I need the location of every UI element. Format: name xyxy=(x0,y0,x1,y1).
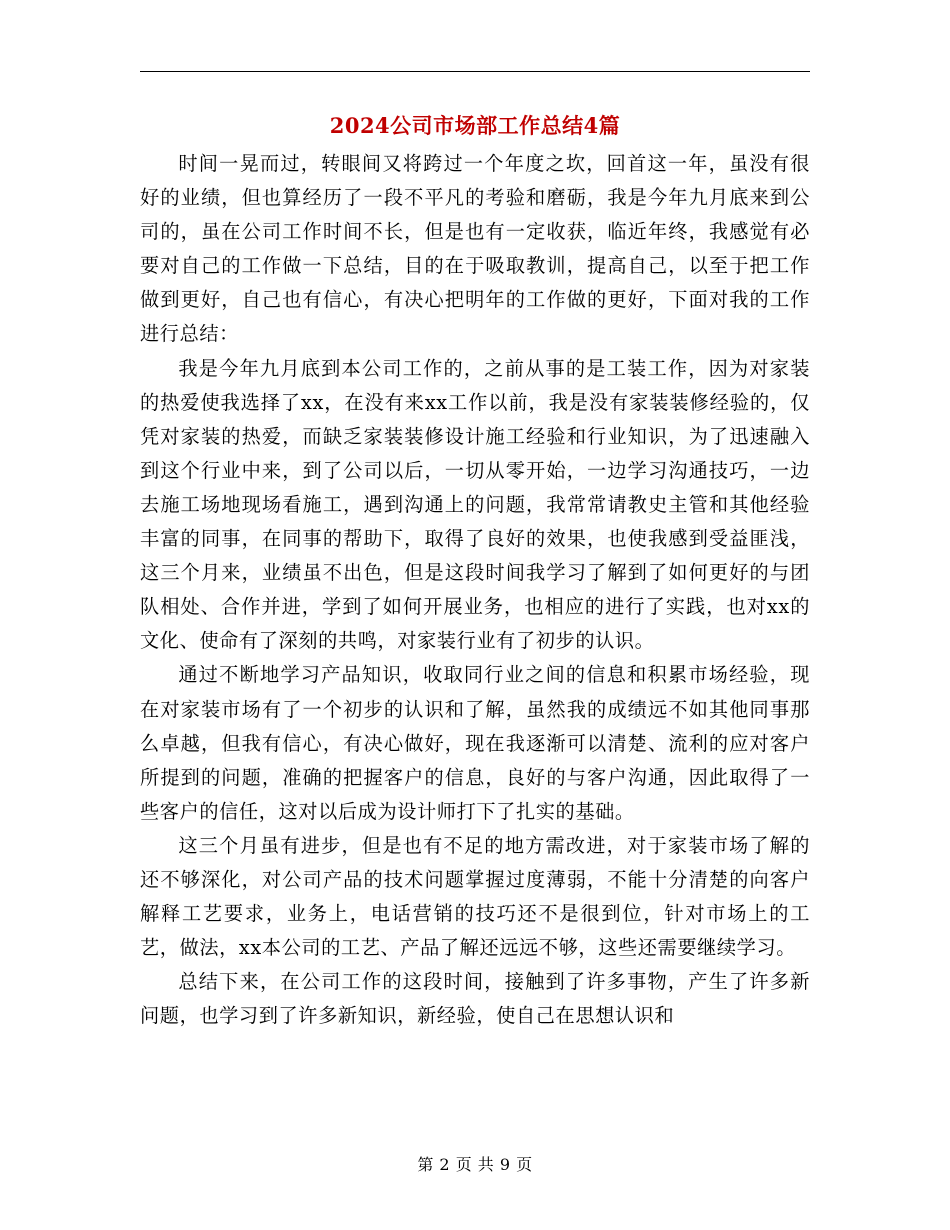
document-body xyxy=(140,147,810,1033)
paragraph: 总结下来，在公司工作的这段时间，接触到了许多事物，产生了许多新问题，也学习到了许多新知识，新经验，使自己在思想认识和 xyxy=(140,970,810,1028)
document-title: 2024公司市场部工作总结4篇 xyxy=(329,113,621,138)
paragraph: 时间一晃而过，转眼间又将跨过一个年度之坎，回首这一年，虽没有很好的业绩，但也算经历了一段不平凡的考验和磨砺，我是今年九月底来到公司的，虽在公司工作时间不长，但是也有一定收获，临近年终，我感觉有必要对自己的工作做一下总结，目的在于吸取教训，提高自己，以至于把工作做到更好，自己也有信心，有决心把明年的工作做的更好，下面对我的工作进行总结： xyxy=(140,152,810,346)
header-rule xyxy=(140,71,810,72)
paragraph: 通过不断地学习产品知识，收取同行业之间的信息和积累市场经验，现在对家装市场有了一个初步的认识和了解，虽然我的成绩远不如其他同事那么卓越，但我有信心，有决心做好，现在我逐渐可以清楚、流利的应对客户所提到的问题，准确的把握客户的信息，良好的与客户沟通，因此取得了一些客户的信任，这对以后成为设计师打下了扎实的基础。 xyxy=(140,663,810,823)
paragraph: 我是今年九月底到本公司工作的，之前从事的是工装工作，因为对家装的热爱使我选择了xx，在没有来xx工作以前，我是没有家装装修经验的，仅凭对家装的热爱，而缺乏家装装修设计施工经验和行业知识，为了迅速融入到这个行业中来，到了公司以后，一切从零开始，一边学习沟通技巧，一边去施工场地现场看施工，遇到沟通上的问题，我常常请教史主管和其他经验丰富的同事，在同事的帮助下，取得了良好的效果，也使我感到受益匪浅，这三个月来，业绩虽不出色，但是这段时间我学习了解到了如何更好的与团队相处、合作并进，学到了如何开展业务，也相应的进行了实践，也对xx的文化、使命有了深刻的共鸣，对家装行业有了初步的认识。 xyxy=(140,356,810,653)
paragraph: 这三个月虽有进步，但是也有不足的地方需改进，对于家装市场了解的还不够深化，对公司产品的技术问题掌握过度薄弱，不能十分清楚的向客户解释工艺要求，业务上，电话营销的技巧还不是很到位，针对市场上的工艺，做法，xx本公司的工艺、产品了解还远远不够，这些还需要继续学习。 xyxy=(140,833,810,960)
page-footer: 第 2 页 共 9 页 xyxy=(417,1155,533,1174)
